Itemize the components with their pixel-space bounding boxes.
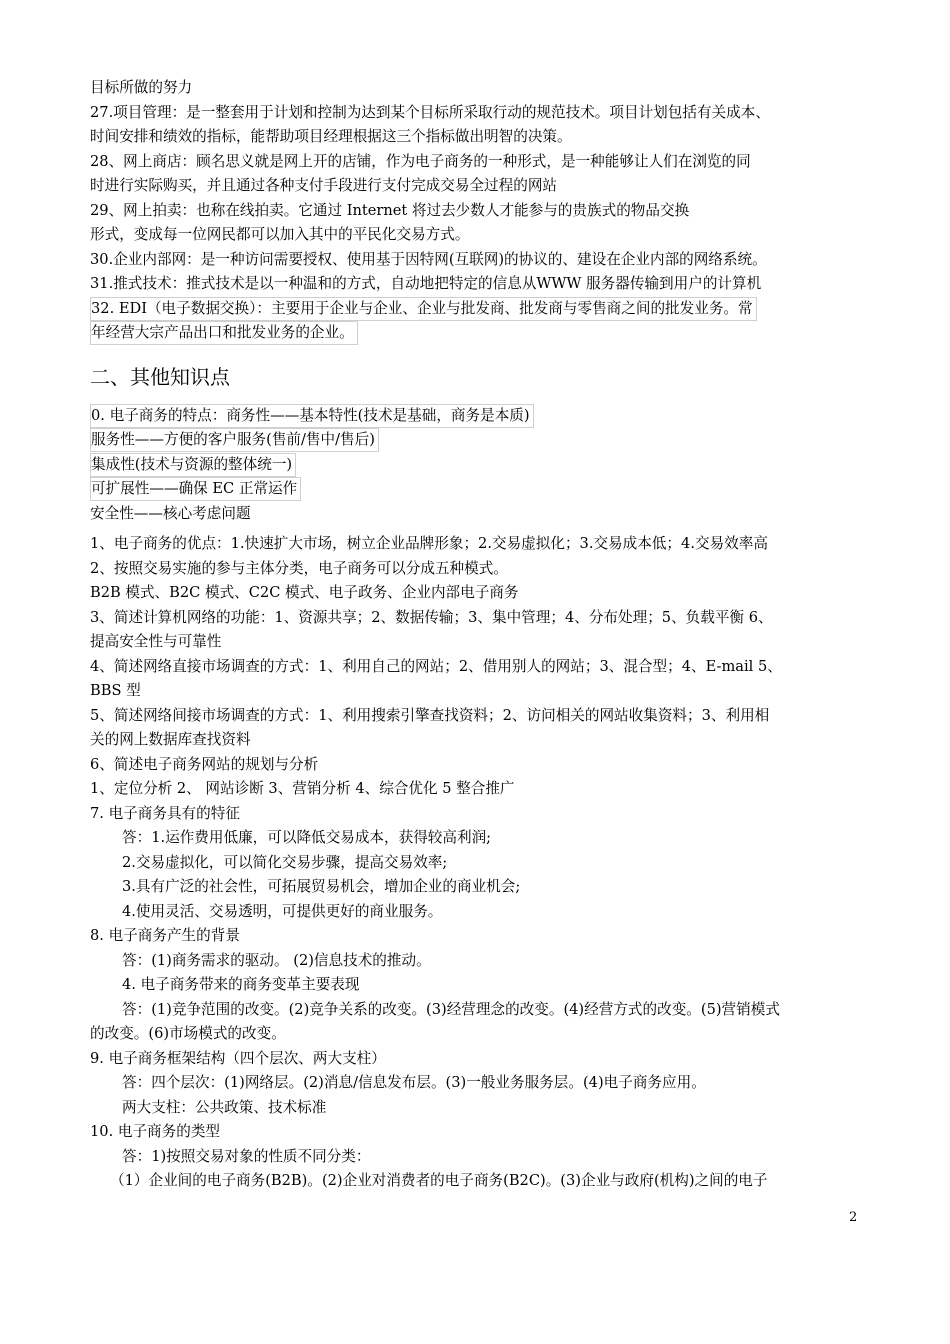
text-line: 28、网上商店：顾名思义就是网上开的店铺，作为电子商务的一种形式，是一种能够让人们在浏览的同 bbox=[90, 152, 751, 170]
text-line: 10. 电子商务的类型 bbox=[90, 1123, 221, 1140]
text-line: 答：(1)商务需求的驱动。 (2)信息技术的推动。 bbox=[122, 951, 431, 969]
text-line: 3、简述计算机网络的功能：1、资源共享；2、数据传输；3、集中管理；4、分布处理；5、负载平衡 6、 bbox=[90, 608, 773, 626]
text-line: B2B 模式、B2C 模式、C2C 模式、电子政务、企业内部电子商务 bbox=[90, 584, 519, 601]
text-line: 8. 电子商务产生的背景 bbox=[90, 927, 240, 944]
text-line: 7. 电子商务具有的特征 bbox=[90, 804, 240, 822]
text-line: 提高安全性与可靠性 bbox=[90, 633, 222, 650]
text-line: 目标所做的努力 bbox=[90, 79, 193, 96]
text-line: 安全性——核心考虑问题 bbox=[90, 504, 251, 522]
boxed-text: 服务性——方便的客户服务(售前/售中/售后) bbox=[90, 428, 379, 452]
text-line-boxed bbox=[90, 453, 860, 478]
section-heading: 二、其他知识点 bbox=[90, 364, 230, 389]
text-line: 1、电子商务的优点：1.快速扩大市场，树立企业品牌形象；2.交易虚拟化；3.交易成本低；4.交易效率高 bbox=[90, 535, 768, 552]
text-line: BBS 型 bbox=[90, 682, 141, 699]
text-line: 1、定位分析 2、 网站诊断 3、营销分析 4、综合优化 5 整合推广 bbox=[90, 780, 515, 797]
page-content bbox=[90, 76, 860, 1194]
text-line-boxed bbox=[90, 477, 860, 502]
text-line: 4. 电子商务带来的商务变革主要表现 bbox=[122, 976, 360, 993]
text-line: 时进行实际购买，并且通过各种支付手段进行支付完成交易全过程的网站 bbox=[90, 177, 558, 194]
text-line-boxed bbox=[90, 404, 860, 429]
text-line: 2、按照交易实施的参与主体分类，电子商务可以分成五种模式。 bbox=[90, 559, 508, 577]
text-line: 9. 电子商务框架结构（四个层次、两大支柱） bbox=[90, 1049, 386, 1067]
text-line-boxed bbox=[90, 428, 860, 453]
text-line-boxed bbox=[90, 321, 860, 346]
text-line: 答：1)按照交易对象的性质不同分类： bbox=[122, 1147, 371, 1165]
boxed-text: 0. 电子商务的特点：商务性——基本特性(技术是基础，商务是本质) bbox=[90, 404, 534, 428]
text-line: 2.交易虚拟化，可以简化交易步骤，提高交易效率; bbox=[122, 853, 448, 871]
page-number: 2 bbox=[849, 1210, 858, 1225]
boxed-text: 32. EDI（电子数据交换）：主要用于企业与企业、企业与批发商、批发商与零售商之间的批发业务。常 bbox=[90, 297, 757, 321]
text-line: 31.推式技术：推式技术是以一种温和的方式，自动地把特定的信息从WWW 服务器传输到用户的计算机 bbox=[90, 275, 762, 292]
text-line: 答：1.运作费用低廉，可以降低交易成本，获得较高利润; bbox=[122, 829, 492, 846]
text-line: 答：四个层次：(1)网络层。(2)消息/信息发布层。(3)一般业务服务层。(4)电子商务应用。 bbox=[122, 1074, 706, 1091]
text-line: 5、简述网络间接市场调查的方式：1、利用搜索引擎查找资料；2、访问相关的网站收集资料；3、利用相 bbox=[90, 706, 770, 724]
text-line: 的改变。(6)市场模式的改变。 bbox=[90, 1025, 286, 1042]
boxed-text: 年经营大宗产品出口和批发业务的企业。 bbox=[90, 321, 358, 345]
text-line: 29、网上拍卖：也称在线拍卖。它通过 Internet 将过去少数人才能参与的贵族式的物品交换 bbox=[90, 201, 690, 219]
text-line: 答：(1)竞争范围的改变。(2)竞争关系的改变。(3)经营理念的改变。(4)经营方式的改变。(5)营销模式 bbox=[122, 1000, 780, 1018]
text-line: 时间安排和绩效的指标，能帮助项目经理根据这三个指标做出明智的决策。 bbox=[90, 128, 572, 145]
text-line: 27.项目管理：是一整套用于计划和控制为达到某个目标所采取行动的规范技术。项目计划包括有关成本、 bbox=[90, 103, 770, 121]
text-line: 30.企业内部网：是一种访问需要授权、使用基于因特网(互联网)的协议的、建设在企业内部的网络系统。 bbox=[90, 250, 767, 268]
boxed-text: 集成性(技术与资源的整体统一) bbox=[90, 453, 296, 477]
text-line: 形式，变成每一位网民都可以加入其中的平民化交易方式。 bbox=[90, 226, 470, 243]
text-line: 6、简述电子商务网站的规划与分析 bbox=[90, 755, 319, 773]
text-line: 4、简述网络直接市场调查的方式：1、利用自己的网站；2、借用别人的网站；3、混合型；4、E-mail 5、 bbox=[90, 657, 782, 675]
text-line: 两大支柱：公共政策、技术标准 bbox=[122, 1098, 327, 1116]
text-line-boxed bbox=[90, 297, 860, 322]
text-line: 关的网上数据库查找资料 bbox=[90, 731, 251, 748]
text-line: 3.具有广泛的社会性，可拓展贸易机会，增加企业的商业机会; bbox=[122, 878, 521, 895]
text-line: （1）企业间的电子商务(B2B)。(2)企业对消费者的电子商务(B2C)。(3)企业与政府(机构)之间的电子 bbox=[110, 1172, 768, 1189]
boxed-text: 可扩展性——确保 EC 正常运作 bbox=[90, 477, 301, 501]
text-line: 4.使用灵活、交易透明，可提供更好的商业服务。 bbox=[122, 902, 443, 920]
